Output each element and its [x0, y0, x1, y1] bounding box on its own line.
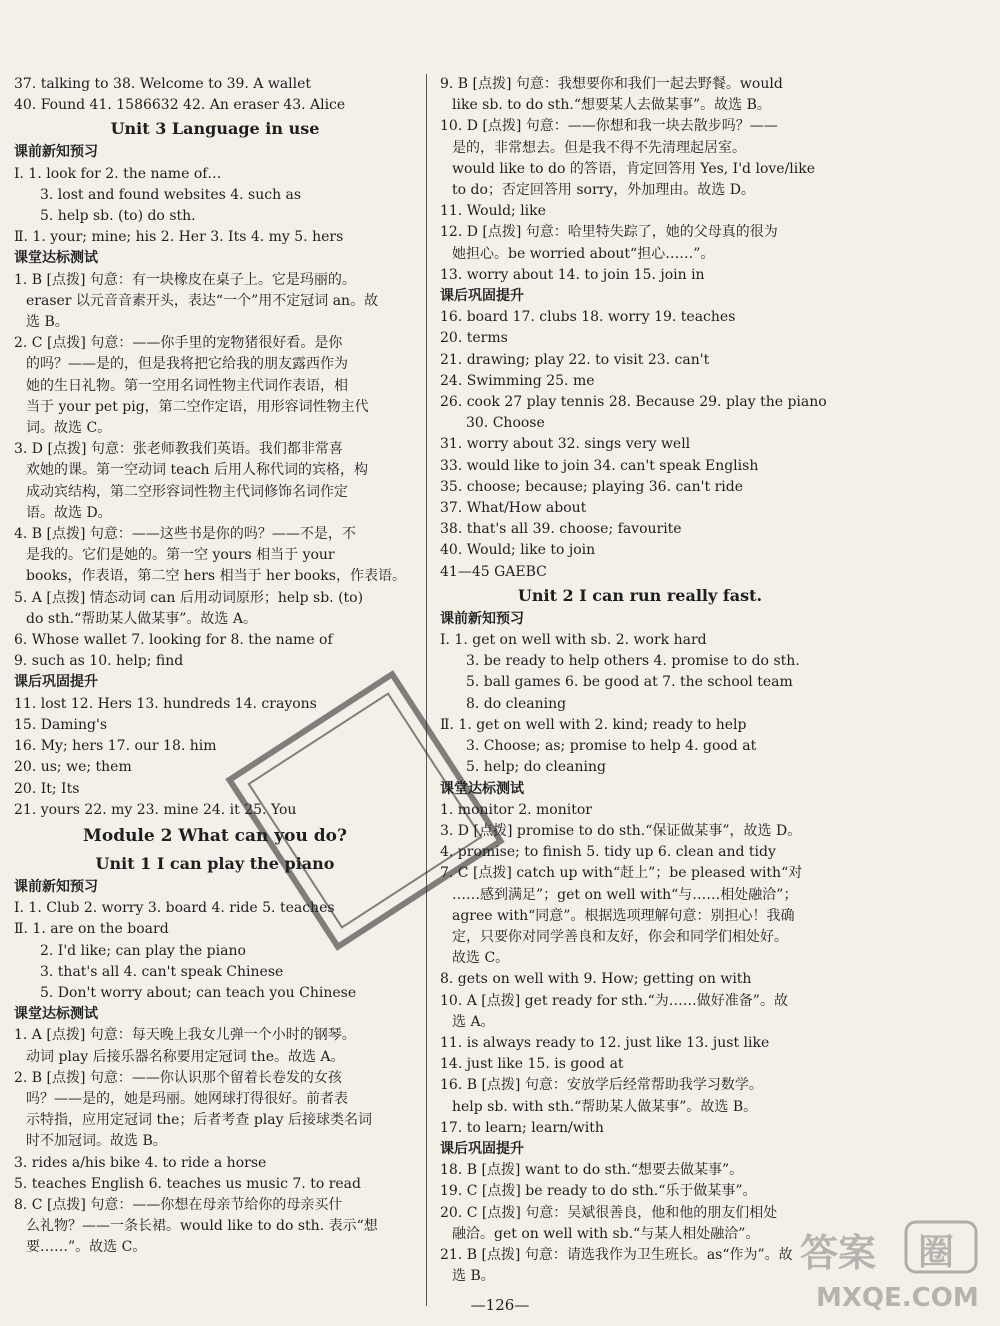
- left-line: do sth.“帮助某人做某事”。故选 A。: [26, 610, 257, 627]
- right-line: 18. B [点拨] want to do sth.“想要去做某事”。: [440, 1162, 744, 1179]
- right-line: like sb. to do sth.“想要某人去做某事”。故选 B。: [452, 97, 771, 114]
- left-module-title: Module 2 What can you do?: [83, 825, 347, 846]
- right-section-heading: 课堂达标测试: [440, 780, 524, 797]
- left-section-heading: 课后巩固提升: [14, 674, 98, 691]
- left-section-heading: 课堂达标测试: [14, 250, 98, 267]
- left-line: 2. C [点拨] 句意：——你手里的宠物猪很好看。是你: [14, 335, 343, 352]
- right-line: 26. cook 27 play tennis 28. Because 29. play the piano: [440, 394, 827, 411]
- right-line: 5. ball games 6. be good at 7. the school team: [466, 674, 793, 691]
- right-line: Ⅰ. 1. get on well with sb. 2. work hard: [440, 632, 707, 649]
- left-line: 是我的。它们是她的。第一空 yours 相当于 your: [26, 547, 335, 564]
- left-line: eraser 以元音音素开头，表达“一个”用不定冠词 an。故: [26, 292, 379, 309]
- right-line: 31. worry about 32. sings very well: [440, 436, 691, 453]
- right-line: 37. What/How about: [440, 500, 587, 517]
- right-line: 16. board 17. clubs 18. worry 19. teaches: [440, 309, 736, 326]
- left-line: 15. Daming's: [14, 716, 108, 733]
- left-line: 选 B。: [26, 314, 69, 331]
- right-unit-title: Unit 2 I can run really fast.: [517, 585, 763, 605]
- right-line: would like to do 的答语，肯定回答用 Yes, I'd love/like: [452, 160, 816, 177]
- left-unit-title: Unit 1 I can play the piano: [95, 853, 335, 873]
- right-line: 14. just like 15. is good at: [440, 1056, 624, 1073]
- left-line: 3. D [点拨] 句意：张老师教我们英语。我们都非常喜: [14, 441, 343, 458]
- right-line: 33. would like to join 34. can't speak English: [440, 457, 759, 474]
- left-line: 40. Found 41. 1586632 42. An eraser 43. Alice: [14, 97, 346, 114]
- left-line: Ⅱ. 1. your; mine; his 2. Her 3. Its 4. my 5. hers: [14, 229, 344, 246]
- right-line: 20. terms: [440, 330, 508, 347]
- right-line: 21. B [点拨] 句意：请选我作为卫生班长。as“作为”。故: [440, 1246, 793, 1263]
- column-divider: [426, 74, 427, 1306]
- left-line: 要……”。故选 C。: [26, 1239, 147, 1256]
- right-line: 3. D [点拨] promise to do sth.“保证做某事”，故选 D。: [440, 822, 802, 839]
- left-line: 5. Don't worry about; can teach you Chinese: [40, 984, 357, 1001]
- left-line: 20. It; Its: [14, 780, 80, 797]
- right-line: 30. Choose: [466, 415, 545, 432]
- right-line: 16. B [点拨] 句意：安放学后经常帮助我学习数学。: [440, 1077, 763, 1094]
- right-line: 3. Choose; as; promise to help 4. good at: [466, 738, 757, 755]
- left-line: books，作表语，第二空 hers 相当于 her books，作表语。: [26, 568, 406, 585]
- left-section-heading: 课前新知预习: [14, 878, 98, 895]
- right-line: 5. help; do cleaning: [466, 759, 606, 776]
- right-line: 10. D [点拨] 句意：——你想和我一块去散步吗？——: [440, 118, 778, 135]
- right-line: 9. B [点拨] 句意：我想要你和我们一起去野餐。would: [440, 76, 783, 92]
- right-line: 8. do cleaning: [466, 695, 567, 712]
- left-line: 欢她的课。第一空动词 teach 后用人称代词的宾格，构: [26, 462, 369, 479]
- right-line: ……感到满足”；get on well with“与……相处融洽”；: [452, 886, 798, 903]
- right-line: 40. Would; like to join: [440, 542, 596, 559]
- left-line: 吗？——是的，她是玛丽。她网球打得很好。前者表: [26, 1090, 348, 1107]
- left-line: Ⅰ. 1. look for 2. the name of…: [14, 165, 222, 182]
- svg-text:MXQE.COM: MXQE.COM: [816, 1283, 979, 1313]
- svg-text:圈: 圈: [918, 1232, 955, 1273]
- left-line: 8. C [点拨] 句意：——你想在母亲节给你的母亲买什: [14, 1196, 343, 1213]
- right-line: 3. be ready to help others 4. promise to do sth.: [466, 653, 800, 670]
- left-line: 词。故选 C。: [26, 420, 112, 437]
- left-section-heading: 课堂达标测试: [14, 1006, 98, 1023]
- left-line: 5. A [点拨] 情态动词 can 后用动词原形；help sb. (to): [14, 589, 364, 606]
- right-line: 4. promise; to finish 5. tidy up 6. clean and tidy: [440, 844, 776, 861]
- svg-text:答案: 答案: [800, 1231, 877, 1275]
- right-line: 选 B。: [452, 1268, 495, 1285]
- left-line: 9. such as 10. help; find: [14, 653, 184, 670]
- right-line: 10. A [点拨] get ready for sth.“为……做好准备”。故: [440, 992, 788, 1009]
- right-line: 38. that's all 39. choose; favourite: [440, 521, 682, 538]
- right-line: 17. to learn; learn/with: [440, 1119, 604, 1136]
- right-line: 41—45 GAEBC: [440, 563, 547, 580]
- right-line: to do；否定回答用 sorry，外加理由。故选 D。: [452, 182, 755, 199]
- left-line: 3. lost and found websites 4. such as: [40, 186, 302, 203]
- left-line: 当于 your pet pig，第二空作定语，用形容词性物主代: [26, 398, 369, 415]
- left-line: 动词 play 后接乐器名称要用定冠词 the。故选 A。: [26, 1048, 345, 1065]
- left-line: Ⅰ. 1. Club 2. worry 3. board 4. ride 5. teaches: [14, 900, 335, 917]
- right-section-heading: 课后巩固提升: [440, 1140, 524, 1157]
- left-line: 时不加冠词。故选 B。: [26, 1133, 167, 1150]
- right-line: 是的，非常想去。但是我不得不先清理起居室。: [452, 139, 746, 156]
- left-unit-title: Unit 3 Language in use: [110, 119, 320, 139]
- right-line: 定，只要你对同学善良和友好，你会和同学们相处好。: [452, 928, 788, 945]
- right-line: 8. gets on well with 9. How; getting on with: [440, 971, 752, 988]
- left-line: 么礼物？——一条长裙。would like to do sth. 表示“想: [26, 1218, 378, 1235]
- left-line: 2. I'd like; can play the piano: [40, 942, 246, 959]
- right-section-heading: 课后巩固提升: [440, 288, 524, 305]
- right-section-heading: 课前新知预习: [440, 610, 524, 627]
- left-line: 20. us; we; them: [14, 759, 132, 776]
- right-column: [440, 74, 840, 1287]
- left-line: 3. rides a/his bike 4. to ride a horse: [14, 1154, 267, 1171]
- left-line: 37. talking to 38. Welcome to 39. A wallet: [14, 76, 312, 92]
- left-line: 16. My; hers 17. our 18. him: [14, 738, 217, 755]
- right-line: 1. monitor 2. monitor: [440, 801, 592, 818]
- right-line: 21. drawing; play 22. to visit 23. can't: [440, 351, 710, 368]
- left-line: 的吗？——是的，但是我将把它给我的朋友露西作为: [26, 356, 348, 373]
- left-line: 21. yours 22. my 23. mine 24. it 25. You: [14, 801, 297, 818]
- right-line: 11. is always ready to 12. just like 13. just like: [440, 1034, 770, 1051]
- right-line: 她担心。be worried about“担心……”。: [452, 245, 715, 262]
- left-line: 1. A [点拨] 句意：每天晚上我女儿弹一个小时的钢琴。: [14, 1027, 356, 1044]
- left-line: 示特指，应用定冠词 the；后者考查 play 后接球类名词: [26, 1112, 372, 1129]
- left-line: 11. lost 12. Hers 13. hundreds 14. crayons: [14, 695, 317, 712]
- left-line: 1. B [点拨] 句意：有一块橡皮在桌子上。它是玛丽的。: [14, 271, 356, 288]
- left-column: [14, 74, 416, 1259]
- right-line: agree with“同意”。根据选项理解句意：别担心！我确: [452, 907, 795, 924]
- left-line: 4. B [点拨] 句意：——这些书是你的吗？——不是，不: [14, 526, 356, 543]
- left-line: 6. Whose wallet 7. looking for 8. the name of: [14, 632, 333, 649]
- right-line: 7. C [点拨] catch up with“赶上”；be pleased with“对: [440, 865, 803, 882]
- left-line: 2. B [点拨] 句意：——你认识那个留着长卷发的女孩: [14, 1069, 342, 1086]
- watermark-logo: [786, 1218, 986, 1318]
- right-line: 选 A。: [452, 1013, 495, 1030]
- right-line: Ⅱ. 1. get on well with 2. kind; ready to help: [440, 716, 747, 733]
- right-line: 13. worry about 14. to join 15. join in: [440, 266, 705, 283]
- right-line: 融洽。get on well with sb.“与某人相处融洽”。: [452, 1225, 760, 1242]
- left-line: Ⅱ. 1. are on the board: [14, 921, 169, 938]
- right-line: 11. Would; like: [440, 203, 546, 220]
- right-line: 20. C [点拨] 句意：吴斌很善良，他和他的朋友们相处: [440, 1204, 778, 1221]
- left-line: 她的生日礼物。第一空用名词性物主代词作表语，相: [26, 377, 348, 394]
- left-section-heading: 课前新知预习: [14, 144, 98, 161]
- left-line: 语。故选 D。: [26, 504, 112, 521]
- left-line: 5. teaches English 6. teaches us music 7. to read: [14, 1175, 361, 1192]
- right-line: 12. D [点拨] 句意：哈里特失踪了，她的父母真的很为: [440, 224, 778, 241]
- right-line: 35. choose; because; playing 36. can't ride: [440, 478, 744, 495]
- right-line: 故选 C。: [452, 950, 510, 967]
- left-line: 3. that's all 4. can't speak Chinese: [40, 963, 284, 980]
- left-line: 成动宾结构，第二空形容词性物主代词修饰名词作定: [26, 483, 348, 500]
- page-number: —126—: [470, 1296, 530, 1314]
- left-line: 5. help sb. (to) do sth.: [40, 208, 196, 225]
- right-line: help sb. with sth.“帮助某人做某事”。故选 B。: [452, 1098, 758, 1115]
- right-line: 19. C [点拨] be ready to do sth.“乐于做某事”。: [440, 1183, 757, 1200]
- right-line: 24. Swimming 25. me: [440, 372, 595, 389]
